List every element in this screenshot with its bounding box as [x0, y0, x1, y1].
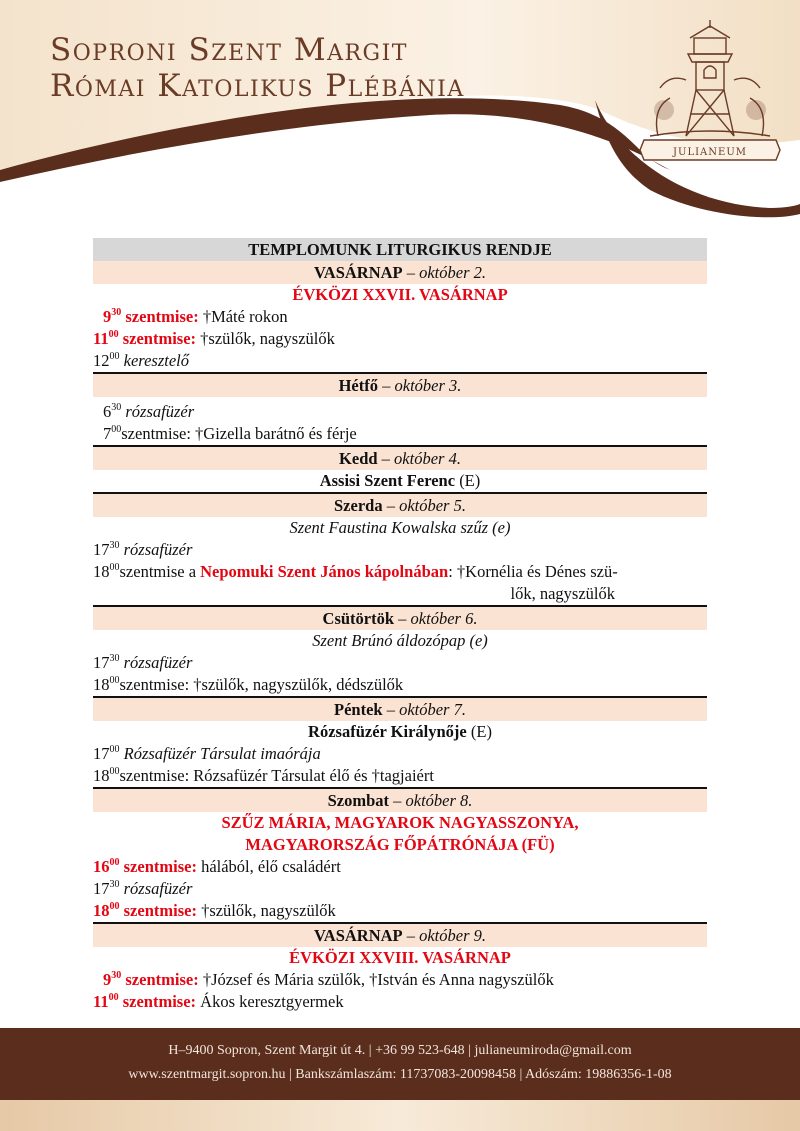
schedule-item: $18^{00}$ szentmise: †szülők, nagyszülők: [93, 901, 336, 920]
day-header-wednesday: [93, 492, 707, 517]
schedule-item: $9^{30}$ szentmise: †József és Mária szülők, †István és Anna nagyszülők: [103, 970, 554, 989]
day-date: – október 6.: [394, 609, 478, 628]
day-date: – október 2.: [402, 263, 487, 282]
day-date: – október 3.: [378, 376, 462, 395]
day-name: VASÁRNAP: [313, 263, 403, 282]
footer-bank-line: www.szentmargit.sopron.hu | Bankszámlaszám: 11737083-20098458 | Adószám: 19886356-1-08: [128, 1067, 672, 1082]
schedule-title: TEMPLOMUNK LITURGIKUS RENDJE: [93, 238, 707, 261]
day-date: – október 7.: [382, 700, 466, 719]
day-date: – október 8.: [389, 791, 473, 810]
schedule-item: $11^{00}$ szentmise: †szülők, nagyszülők: [93, 329, 335, 348]
schedule-item: $17^{30}$ rózsafüzér: [93, 540, 193, 559]
day-header-tuesday: [93, 445, 707, 470]
day-name: VASÁRNAP: [313, 926, 403, 945]
feast-title: Szent Brúnó áldozópap (e): [312, 631, 488, 650]
day-header-sunday-oct2: [93, 261, 707, 284]
liturgy-schedule: [93, 238, 707, 1013]
schedule-item: $17^{00}$ Rózsafüzér Társulat imaórája: [93, 744, 321, 763]
schedule-item: $11^{00}$ szentmise: Ákos keresztgyermek: [93, 992, 344, 1011]
day-name: Kedd: [339, 449, 378, 468]
feast-title: ÉVKÖZI XXVII. VASÁRNAP: [292, 285, 508, 304]
day-header-thursday: [93, 605, 707, 630]
footer-address-line: H–9400 Sopron, Szent Margit út 4. | +36 99 523-648 | julianeumiroda@gmail.com: [168, 1043, 632, 1058]
day-date: – október 4.: [377, 449, 461, 468]
schedule-item-continuation: lők, nagyszülők: [510, 584, 615, 603]
schedule-item: $17^{30}$ rózsafüzér: [93, 879, 193, 898]
schedule-item: $18^{00}szentmise$ a Nepomuki Szent János kápolnában: †Kornélia és Dénes szü-: [93, 562, 618, 581]
parish-title-line2: Római Katolikus Plébánia: [50, 68, 465, 104]
schedule-item: $16^{00}$ szentmise: hálából, élő családért: [93, 857, 341, 876]
day-header-sunday-oct9: [93, 922, 707, 947]
feast-title-line1: SZŰZ MÁRIA, MAGYAROK NAGYASSZONYA,: [221, 813, 579, 832]
julianeum-logo: [630, 18, 790, 178]
footer-decoration: [0, 1100, 800, 1131]
schedule-item: $9^{30}$ szentmise: †Máté rokon: [103, 307, 288, 326]
day-header-saturday: [93, 787, 707, 812]
day-date: – október 9.: [402, 926, 487, 945]
day-date: – október 5.: [382, 496, 466, 515]
feast-title: Szent Faustina Kowalska szűz (e): [289, 518, 511, 537]
parish-title: [50, 32, 465, 104]
feast-title-line2: MAGYARORSZÁG FŐPÁTRÓNÁJA (FÜ): [245, 835, 555, 854]
schedule-item: $18^{00}szentmise$: †szülők, nagyszülők, dédszülők: [93, 675, 404, 694]
schedule-item: $18^{00}szentmise$: Rózsafüzér Társulat élő és †tagjaiért: [93, 766, 434, 785]
logo-text: JULIANEUM: [673, 147, 747, 158]
feast-title: Rózsafüzér Királynője (E): [308, 722, 492, 741]
feast-title: Assisi Szent Ferenc (E): [319, 471, 481, 490]
parish-title-line1: Soproni Szent Margit: [50, 32, 408, 68]
schedule-item: $6^{30}$ rózsafüzér: [103, 402, 195, 421]
feast-title: ÉVKÖZI XXVIII. VASÁRNAP: [289, 948, 511, 967]
day-header-friday: [93, 696, 707, 721]
day-name: Csütörtök: [322, 609, 395, 628]
footer-contact: [0, 1028, 800, 1100]
day-name: Szerda: [334, 496, 383, 515]
day-name: Szombat: [327, 791, 389, 810]
day-header-monday: [93, 372, 707, 397]
schedule-item: $17^{30}$ rózsafüzér: [93, 653, 193, 672]
day-name: Hétfő: [338, 376, 378, 395]
schedule-item: $7^{00}szentmise$: †Gizella barátnő és férje: [103, 424, 357, 443]
schedule-item: $12^{00}$ keresztelő: [93, 351, 189, 370]
day-name: Péntek: [334, 700, 383, 719]
